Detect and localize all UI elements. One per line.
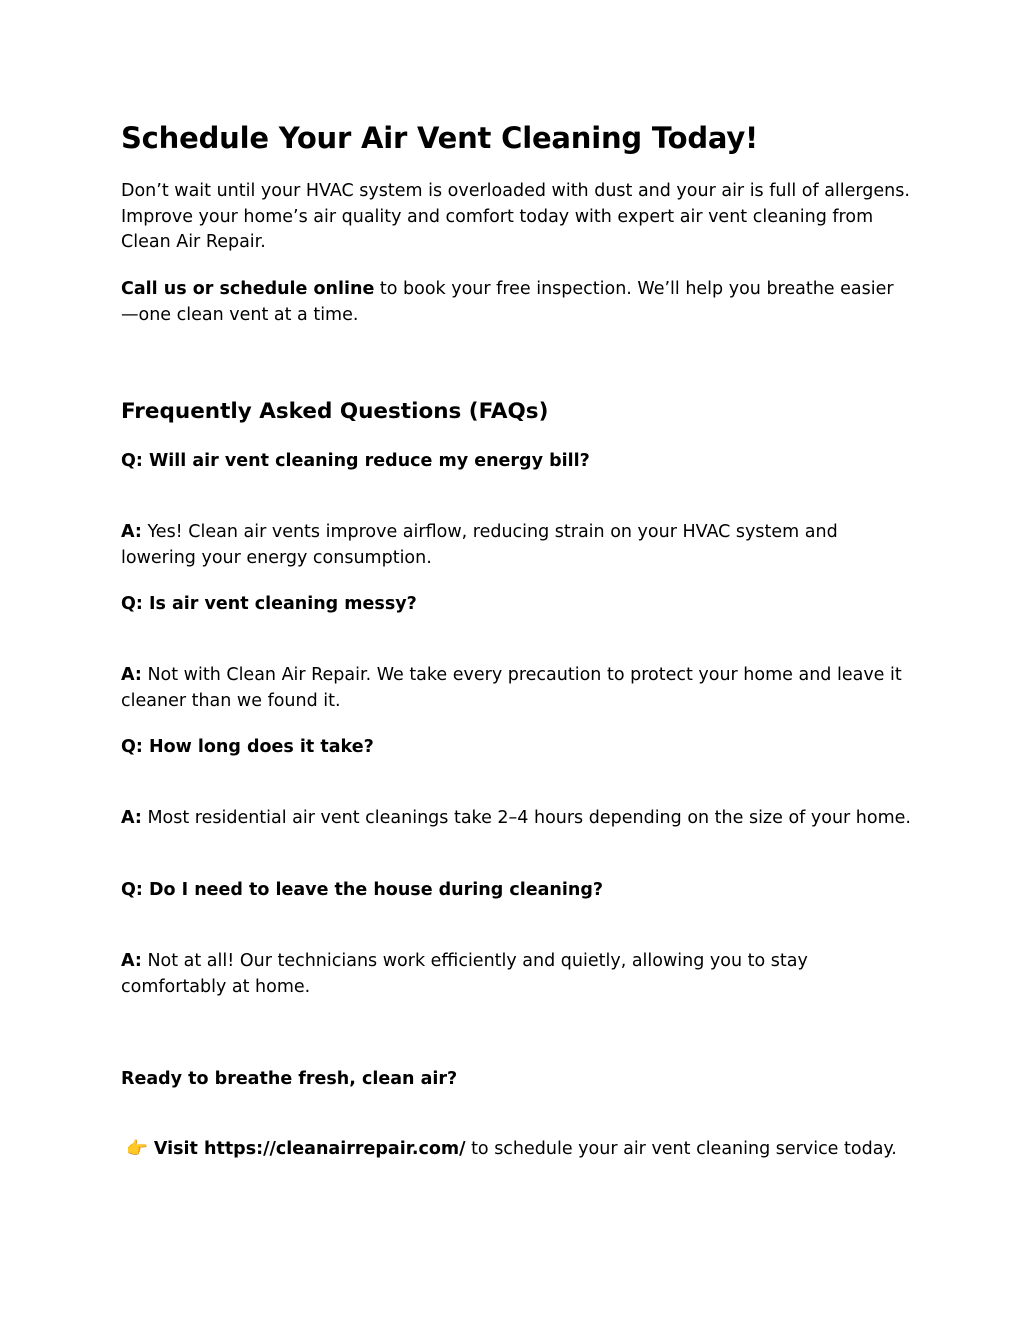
- answer-text: Most residential air vent cleanings take 2–4 hours depending on the size of your home.: [141, 808, 911, 828]
- cta-text: to book your free inspection. We’ll help you breathe easier—one clean vent at a time.: [121, 279, 894, 325]
- intro-paragraph: Don’t wait until your HVAC system is overloaded with dust and your air is full of allergens. Improve your home’s air quality and comfort today with expert air vent cleaning from Clean Air Repair.: [121, 181, 910, 252]
- visit-text: to schedule your air vent cleaning service today.: [465, 1139, 897, 1159]
- faq-question-2: Q: Is air vent cleaning messy?: [121, 594, 417, 614]
- faq-question-4: Q: Do I need to leave the house during cleaning?: [121, 880, 603, 900]
- answer-text: Not at all! Our technicians work efficiently and quietly, allowing you to stay comfortably at home.: [121, 951, 808, 997]
- closing-question: Ready to breathe fresh, clean air?: [121, 1069, 458, 1089]
- pointing-hand-icon: 👉: [126, 1139, 148, 1159]
- faq-answer-3: [121, 806, 911, 832]
- faq-answer-2: [121, 663, 911, 714]
- answer-label: A:: [121, 665, 142, 685]
- answer-label: A:: [121, 951, 142, 971]
- visit-link-text[interactable]: Visit https://cleanairrepair.com/: [147, 1139, 466, 1159]
- cta-bold-text: Call us or schedule online: [121, 279, 375, 299]
- answer-text: Not with Clean Air Repair. We take every precaution to protect your home and leave it cleaner than we found it.: [121, 665, 902, 711]
- faq-answer-4: [121, 949, 911, 1000]
- faq-heading: Frequently Asked Questions (FAQs): [121, 399, 549, 424]
- answer-label: A:: [121, 808, 142, 828]
- faq-question-3: Q: How long does it take?: [121, 737, 374, 757]
- cta-paragraph: [121, 277, 911, 328]
- answer-text: Yes! Clean air vents improve airflow, reducing strain on your HVAC system and lowering your energy consumption.: [121, 522, 838, 568]
- faq-answer-1: [121, 520, 911, 571]
- page-title: Schedule Your Air Vent Cleaning Today!: [121, 121, 759, 155]
- faq-question-1: Q: Will air vent cleaning reduce my energy bill?: [121, 451, 590, 471]
- answer-label: A:: [121, 522, 142, 542]
- visit-paragraph: [121, 1137, 911, 1163]
